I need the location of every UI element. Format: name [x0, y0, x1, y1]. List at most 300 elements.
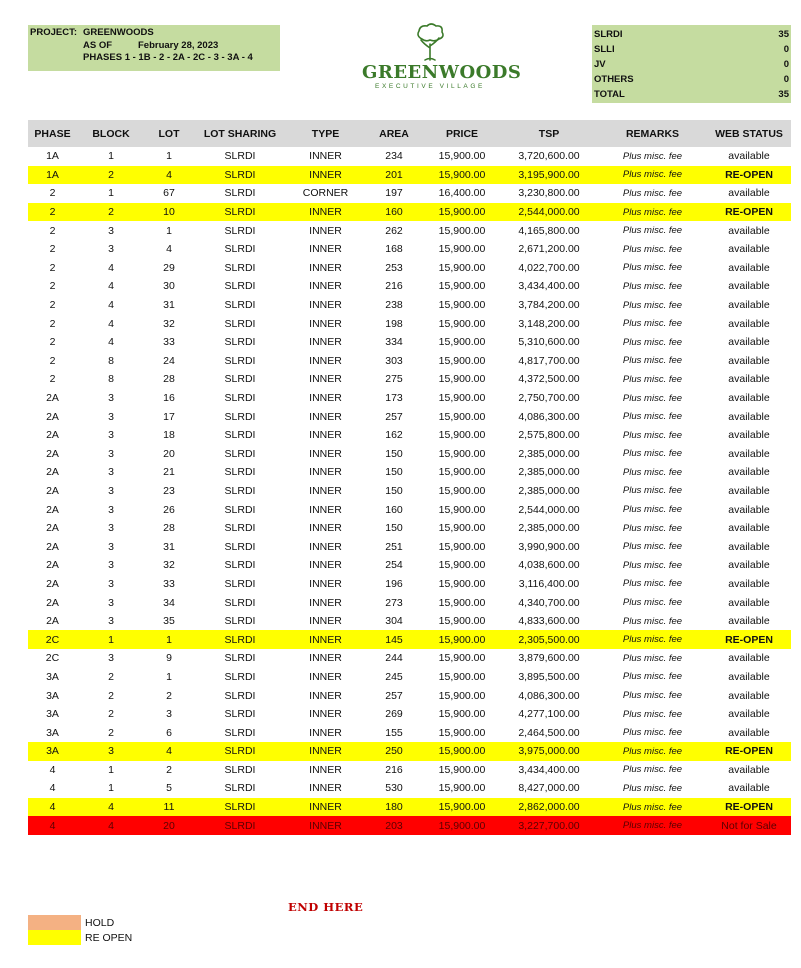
cell-phase: 2A [46, 615, 59, 628]
cell-block: 3 [108, 522, 114, 535]
cell-phase: 2 [49, 336, 56, 349]
cell-area: 155 [385, 726, 403, 739]
table-row [28, 296, 791, 315]
cell-tsp: 2,544,000.00 [518, 206, 580, 219]
cell-lot-sharing: SLRDI [224, 708, 256, 721]
cell-type: INNER [309, 429, 342, 442]
cell-tsp: 3,784,200.00 [518, 299, 580, 312]
cell-lot-sharing: SLRDI [224, 150, 256, 163]
cell-phase: 2 [49, 261, 56, 274]
cell-block: 4 [108, 801, 114, 814]
cell-phase: 1A [46, 168, 59, 181]
cell-phase: 2A [46, 429, 59, 442]
cell-web-status: available [728, 726, 770, 739]
cell-lot: 30 [163, 280, 175, 293]
header-type: TYPE [311, 127, 340, 140]
cell-type: INNER [309, 168, 342, 181]
table-row [28, 333, 791, 352]
cell-web-status: available [728, 336, 770, 349]
cell-lot-sharing: SLRDI [224, 670, 256, 683]
asof-row [28, 40, 280, 53]
table-row [28, 798, 791, 817]
cell-block: 2 [108, 726, 114, 739]
cell-web-status: available [728, 150, 770, 163]
summary-value: 35 [778, 89, 789, 100]
cell-tsp: 3,227,700.00 [518, 819, 580, 832]
cell-lot: 31 [163, 299, 175, 312]
cell-lot: 10 [163, 206, 175, 219]
cell-area: 304 [385, 615, 403, 628]
cell-phase: 2A [46, 447, 59, 460]
cell-price: 15,900.00 [438, 280, 486, 293]
cell-area: 530 [385, 782, 403, 795]
cell-area: 334 [385, 336, 403, 349]
table-row [28, 630, 791, 649]
cell-lot-sharing: SLRDI [224, 782, 256, 795]
cell-type: INNER [309, 726, 342, 739]
header-lot: LOT [158, 127, 180, 140]
cell-area: 216 [385, 280, 403, 293]
cell-phase: 2 [49, 206, 56, 219]
summary-box [592, 25, 791, 103]
cell-area: 160 [385, 206, 403, 219]
cell-remarks: Plus misc. fee [622, 448, 683, 460]
cell-remarks: Plus misc. fee [622, 522, 683, 534]
cell-remarks: Plus misc. fee [622, 411, 683, 423]
cell-phase: 2A [46, 392, 59, 405]
table-row [28, 445, 791, 464]
cell-phase: 2C [45, 633, 60, 646]
cell-remarks: Plus misc. fee [622, 801, 683, 813]
cell-lot: 28 [163, 373, 175, 386]
summary-value: 35 [778, 29, 789, 40]
cell-tsp: 4,086,300.00 [518, 689, 580, 702]
cell-web-status: available [728, 763, 770, 776]
logo-subtitle: EXECUTIVE VILLAGE [375, 83, 485, 90]
cell-tsp: 4,372,500.00 [518, 373, 580, 386]
cell-web-status: available [728, 615, 770, 628]
cell-lot: 2 [166, 689, 172, 702]
cell-tsp: 3,434,400.00 [518, 763, 580, 776]
cell-block: 3 [108, 224, 114, 237]
cell-area: 254 [385, 559, 403, 572]
cell-remarks: Plus misc. fee [622, 169, 683, 181]
cell-block: 3 [108, 652, 114, 665]
cell-phase: 2A [46, 466, 59, 479]
cell-type: INNER [309, 373, 342, 386]
cell-price: 15,900.00 [438, 782, 486, 795]
cell-remarks: Plus misc. fee [622, 429, 683, 441]
cell-web-status: available [728, 689, 770, 702]
cell-remarks: Plus misc. fee [622, 392, 683, 404]
summary-label: OTHERS [594, 74, 634, 85]
cell-remarks: Plus misc. fee [622, 336, 683, 348]
cell-lot-sharing: SLRDI [224, 410, 256, 423]
cell-lot-sharing: SLRDI [224, 577, 256, 590]
cell-phase: 2 [49, 354, 56, 367]
cell-lot: 6 [166, 726, 172, 739]
cell-remarks: Plus misc. fee [622, 206, 683, 218]
table-row [28, 668, 791, 687]
table-row [28, 500, 791, 519]
table-body [28, 147, 791, 835]
cell-tsp: 3,879,600.00 [518, 652, 580, 665]
cell-area: 245 [385, 670, 403, 683]
table-row [28, 221, 791, 240]
cell-price: 15,900.00 [438, 168, 486, 181]
cell-web-status: RE-OPEN [725, 168, 773, 181]
cell-block: 2 [108, 689, 114, 702]
cell-remarks: Plus misc. fee [622, 727, 683, 739]
cell-price: 15,900.00 [438, 261, 486, 274]
cell-lot-sharing: SLRDI [224, 354, 256, 367]
cell-lot: 1 [166, 150, 172, 163]
cell-lot-sharing: SLRDI [224, 280, 256, 293]
header-lot-sharing: LOT SHARING [203, 127, 277, 140]
cell-remarks: Plus misc. fee [622, 318, 683, 330]
logo-name: GREENWOODS [362, 62, 522, 83]
cell-lot-sharing: SLRDI [224, 689, 256, 702]
cell-block: 3 [108, 559, 114, 572]
cell-lot-sharing: SLRDI [224, 429, 256, 442]
header-tsp: TSP [538, 127, 560, 140]
legend-item-reopen [28, 930, 132, 945]
table-row [28, 761, 791, 780]
cell-block: 3 [108, 447, 114, 460]
cell-price: 15,900.00 [438, 224, 486, 237]
cell-area: 234 [385, 150, 403, 163]
cell-block: 3 [108, 596, 114, 609]
cell-web-status: available [728, 392, 770, 405]
cell-tsp: 4,817,700.00 [518, 354, 580, 367]
cell-phase: 2A [46, 577, 59, 590]
cell-block: 4 [108, 819, 114, 832]
summary-label: JV [594, 59, 606, 70]
cell-web-status: available [728, 261, 770, 274]
cell-type: INNER [309, 299, 342, 312]
cell-remarks: Plus misc. fee [622, 820, 683, 832]
cell-lot: 3 [166, 708, 172, 721]
cell-block: 8 [108, 373, 114, 386]
table-row [28, 426, 791, 445]
cell-phase: 2 [49, 317, 56, 330]
cell-type: CORNER [302, 187, 349, 200]
cell-area: 303 [385, 354, 403, 367]
cell-remarks: Plus misc. fee [622, 578, 683, 590]
cell-lot-sharing: SLRDI [224, 726, 256, 739]
cell-area: 173 [385, 392, 403, 405]
table-row [28, 240, 791, 259]
legend [28, 915, 132, 945]
table-row [28, 556, 791, 575]
cell-remarks: Plus misc. fee [622, 615, 683, 627]
table-row [28, 314, 791, 333]
cell-lot-sharing: SLRDI [224, 187, 256, 200]
cell-web-status: available [728, 596, 770, 609]
cell-lot-sharing: SLRDI [224, 540, 256, 553]
cell-web-status: RE-OPEN [725, 633, 773, 646]
table-row [28, 686, 791, 705]
table-row [28, 742, 791, 761]
cell-block: 1 [108, 150, 114, 163]
cell-price: 15,900.00 [438, 354, 486, 367]
cell-phase: 2A [46, 596, 59, 609]
cell-phase: 3A [46, 726, 59, 739]
table-row [28, 482, 791, 501]
cell-block: 3 [108, 243, 114, 256]
cell-phase: 3A [46, 745, 59, 758]
cell-type: INNER [309, 763, 342, 776]
cell-price: 15,900.00 [438, 559, 486, 572]
table-row [28, 575, 791, 594]
cell-price: 15,900.00 [438, 392, 486, 405]
cell-tsp: 2,544,000.00 [518, 503, 580, 516]
summary-value: 0 [783, 59, 789, 70]
legend-swatch [28, 930, 81, 945]
table-row [28, 519, 791, 538]
cell-type: INNER [309, 261, 342, 274]
cell-price: 15,900.00 [438, 577, 486, 590]
table-row [28, 537, 791, 556]
cell-phase: 2A [46, 484, 59, 497]
cell-remarks: Plus misc. fee [622, 225, 683, 237]
cell-block: 3 [108, 410, 114, 423]
cell-web-status: available [728, 503, 770, 516]
cell-lot: 26 [163, 503, 175, 516]
cell-lot-sharing: SLRDI [224, 466, 256, 479]
cell-block: 2 [108, 168, 114, 181]
cell-web-status: available [728, 540, 770, 553]
cell-area: 150 [385, 447, 403, 460]
asof-date: February 28, 2023 [138, 39, 219, 51]
cell-web-status: available [728, 670, 770, 683]
project-name: GREENWOODS [83, 27, 154, 38]
summary-row [592, 57, 791, 72]
cell-lot-sharing: SLRDI [224, 522, 256, 535]
cell-tsp: 2,671,200.00 [518, 243, 580, 256]
cell-lot: 4 [166, 745, 172, 758]
cell-tsp: 4,833,600.00 [518, 615, 580, 628]
cell-type: INNER [309, 689, 342, 702]
cell-phase: 4 [49, 763, 56, 776]
cell-type: INNER [309, 354, 342, 367]
cell-block: 8 [108, 354, 114, 367]
cell-lot-sharing: SLRDI [224, 243, 256, 256]
cell-lot: 4 [166, 243, 172, 256]
table-row [28, 184, 791, 203]
cell-remarks: Plus misc. fee [622, 652, 683, 664]
table-row [28, 407, 791, 426]
cell-remarks: Plus misc. fee [622, 280, 683, 292]
cell-area: 162 [385, 429, 403, 442]
cell-type: INNER [309, 577, 342, 590]
cell-web-status: available [728, 466, 770, 479]
cell-area: 244 [385, 652, 403, 665]
cell-lot: 1 [166, 670, 172, 683]
cell-block: 3 [108, 429, 114, 442]
tree-icon [408, 22, 452, 62]
cell-type: INNER [309, 503, 342, 516]
cell-type: INNER [309, 280, 342, 293]
cell-web-status: available [728, 280, 770, 293]
cell-tsp: 2,385,000.00 [518, 466, 580, 479]
cell-lot: 32 [163, 559, 175, 572]
cell-price: 16,400.00 [438, 187, 486, 200]
table-row [28, 463, 791, 482]
cell-price: 15,900.00 [438, 447, 486, 460]
cell-block: 3 [108, 484, 114, 497]
cell-remarks: Plus misc. fee [622, 466, 683, 478]
cell-area: 197 [385, 187, 403, 200]
cell-lot: 1 [166, 224, 172, 237]
cell-lot: 2 [166, 763, 172, 776]
header-remarks: REMARKS [625, 127, 680, 140]
cell-remarks: Plus misc. fee [622, 187, 683, 199]
table-row [28, 593, 791, 612]
cell-web-status: available [728, 577, 770, 590]
cell-tsp: 4,277,100.00 [518, 708, 580, 721]
cell-lot: 23 [163, 484, 175, 497]
cell-lot: 32 [163, 317, 175, 330]
cell-remarks: Plus misc. fee [622, 355, 683, 367]
cell-remarks: Plus misc. fee [622, 708, 683, 720]
cell-area: 251 [385, 540, 403, 553]
cell-lot: 9 [166, 652, 172, 665]
summary-row [592, 42, 791, 57]
cell-tsp: 4,038,600.00 [518, 559, 580, 572]
cell-web-status: available [728, 782, 770, 795]
cell-area: 269 [385, 708, 403, 721]
cell-block: 3 [108, 577, 114, 590]
legend-swatch [28, 915, 81, 930]
cell-lot: 16 [163, 392, 175, 405]
cell-lot: 28 [163, 522, 175, 535]
cell-price: 15,900.00 [438, 503, 486, 516]
cell-price: 15,900.00 [438, 689, 486, 702]
cell-price: 15,900.00 [438, 763, 486, 776]
cell-web-status: available [728, 484, 770, 497]
cell-lot-sharing: SLRDI [224, 801, 256, 814]
cell-block: 4 [108, 317, 114, 330]
cell-price: 15,900.00 [438, 336, 486, 349]
table-row [28, 370, 791, 389]
table-row [28, 723, 791, 742]
cell-web-status: available [728, 243, 770, 256]
cell-area: 250 [385, 745, 403, 758]
cell-tsp: 2,862,000.00 [518, 801, 580, 814]
cell-block: 1 [108, 763, 114, 776]
header-area: AREA [379, 127, 409, 140]
cell-phase: 3A [46, 689, 59, 702]
cell-price: 15,900.00 [438, 466, 486, 479]
cell-tsp: 4,340,700.00 [518, 596, 580, 609]
cell-area: 262 [385, 224, 403, 237]
table-row [28, 259, 791, 278]
cell-tsp: 5,310,600.00 [518, 336, 580, 349]
cell-phase: 2A [46, 559, 59, 572]
cell-area: 253 [385, 261, 403, 274]
cell-type: INNER [309, 819, 342, 832]
cell-remarks: Plus misc. fee [622, 745, 683, 757]
cell-phase: 2 [49, 280, 56, 293]
cell-block: 3 [108, 745, 114, 758]
cell-lot: 4 [166, 168, 172, 181]
cell-lot: 33 [163, 336, 175, 349]
cell-price: 15,900.00 [438, 429, 486, 442]
phases-list: PHASES 1 - 1B - 2 - 2A - 2C - 3 - 3A - 4 [83, 52, 253, 63]
cell-area: 196 [385, 577, 403, 590]
header-price: PRICE [445, 127, 479, 140]
cell-lot-sharing: SLRDI [224, 261, 256, 274]
cell-price: 15,900.00 [438, 410, 486, 423]
cell-tsp: 2,464,500.00 [518, 726, 580, 739]
table-header [28, 120, 791, 147]
project-label: PROJECT: [30, 27, 77, 38]
cell-web-status: RE-OPEN [725, 745, 773, 758]
cell-type: INNER [309, 336, 342, 349]
cell-price: 15,900.00 [438, 243, 486, 256]
cell-area: 273 [385, 596, 403, 609]
cell-phase: 2A [46, 410, 59, 423]
cell-block: 4 [108, 261, 114, 274]
cell-remarks: Plus misc. fee [622, 597, 683, 609]
summary-value: 0 [783, 74, 789, 85]
cell-area: 216 [385, 763, 403, 776]
cell-tsp: 3,975,000.00 [518, 745, 580, 758]
cell-area: 160 [385, 503, 403, 516]
cell-lot: 24 [163, 354, 175, 367]
table-row [28, 779, 791, 798]
cell-block: 1 [108, 187, 114, 200]
cell-type: INNER [309, 652, 342, 665]
cell-phase: 2 [49, 373, 56, 386]
cell-area: 198 [385, 317, 403, 330]
cell-tsp: 4,086,300.00 [518, 410, 580, 423]
cell-phase: 2A [46, 503, 59, 516]
cell-lot-sharing: SLRDI [224, 299, 256, 312]
cell-phase: 4 [49, 782, 56, 795]
cell-area: 150 [385, 466, 403, 479]
cell-lot-sharing: SLRDI [224, 447, 256, 460]
cell-tsp: 3,116,400.00 [518, 577, 580, 590]
cell-phase: 2 [49, 187, 56, 200]
table-row [28, 147, 791, 166]
cell-block: 3 [108, 392, 114, 405]
cell-phase: 1A [46, 150, 59, 163]
cell-lot-sharing: SLRDI [224, 392, 256, 405]
cell-price: 15,900.00 [438, 540, 486, 553]
cell-remarks: Plus misc. fee [622, 373, 683, 385]
cell-phase: 2A [46, 522, 59, 535]
cell-price: 15,900.00 [438, 317, 486, 330]
cell-web-status: available [728, 447, 770, 460]
summary-label: SLLI [594, 44, 615, 55]
table-row [28, 705, 791, 724]
summary-value: 0 [783, 44, 789, 55]
cell-type: INNER [309, 559, 342, 572]
cell-lot: 5 [166, 782, 172, 795]
cell-web-status: Not for Sale [721, 819, 777, 832]
cell-price: 15,900.00 [438, 670, 486, 683]
cell-lot-sharing: SLRDI [224, 633, 256, 646]
cell-block: 1 [108, 633, 114, 646]
cell-lot: 20 [163, 447, 175, 460]
cell-lot-sharing: SLRDI [224, 336, 256, 349]
cell-web-status: available [728, 410, 770, 423]
cell-lot-sharing: SLRDI [224, 652, 256, 665]
table-row [28, 203, 791, 222]
cell-price: 15,900.00 [438, 745, 486, 758]
